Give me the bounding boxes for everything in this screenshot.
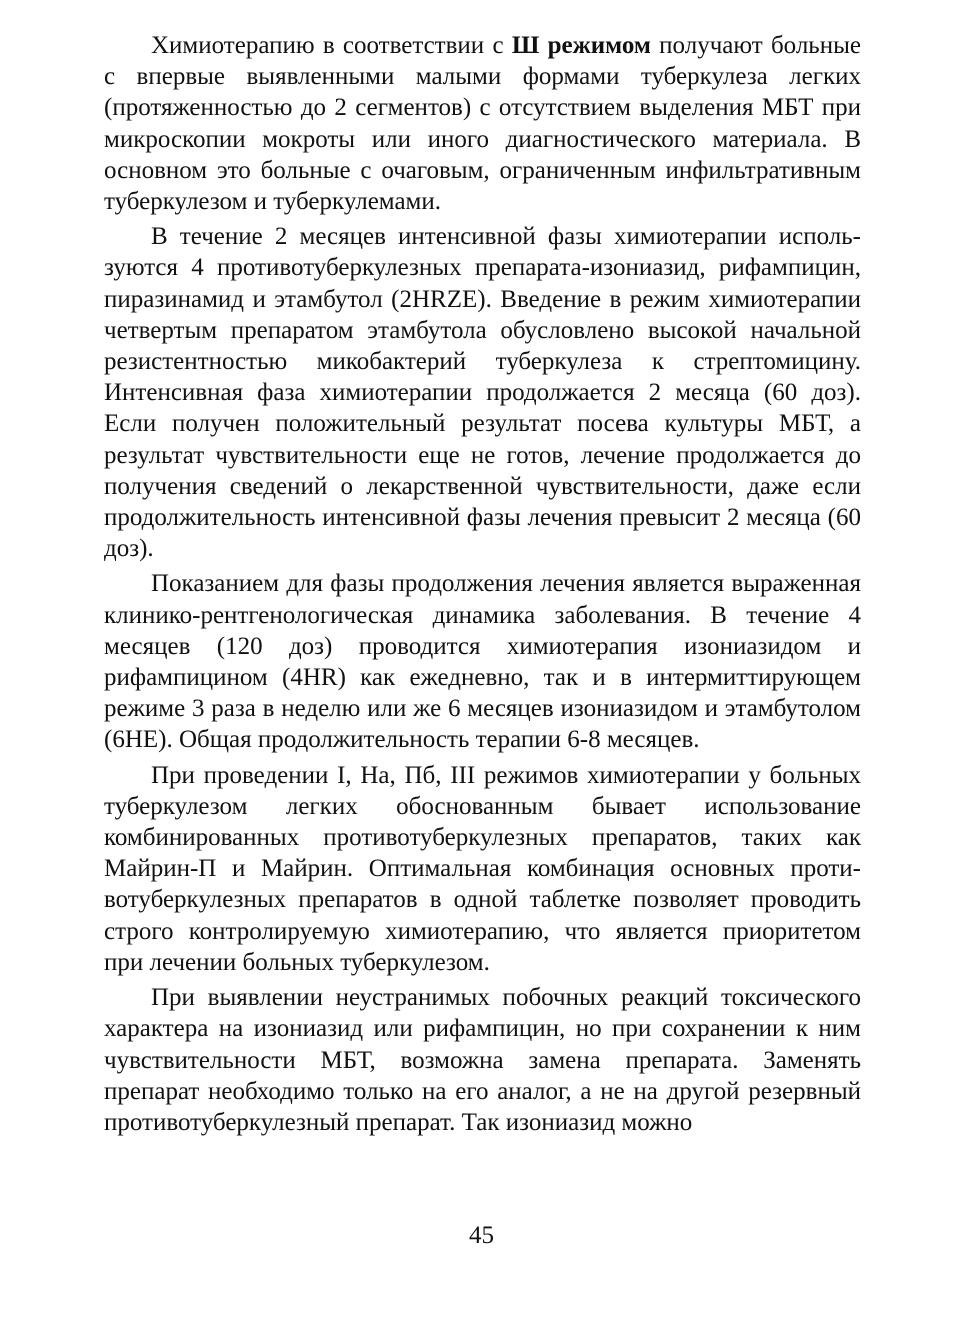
page-number: 45	[469, 1222, 494, 1249]
paragraph-side-effects: При выявлении неустранимых побочных реакций токсического характера на изониазид или рифампицин, но при сохранении к ним чувствительности МБТ, возможна замена препарата. Заменять препарат необходимо только на его аналог, а не на другой резервный противотуберкулезный препарат. Так изониазид можно	[104, 984, 861, 1136]
paragraph-intensive-phase: В течение 2 месяцев интенсивной фазы химиотерапии используются 4 противотуберкулезных препарата-изониазид, рифампицин, пиразинамид и этамбутол (2HRZE). Введение в режим химиотерапии четвертым препаратом этамбутола обусловлено высокой начальной резистентностью микобактерий туберкулеза к стрептомицину. Интенсивная фаза химиотерапии продолжается 2 месяца (60 доз). Если получен положительный результат посева культуры МБТ, а результат чувствительности еще не готов, лечение продолжается до получения сведений о лекарственной чувствительности, даже если продолжительность интенсивной фазы лечения превысит 2 месяца (60 доз).	[104, 223, 861, 563]
paragraph-regime-3	[104, 30, 861, 217]
document-page	[104, 30, 861, 1142]
paragraph-1-after: получают больные с впервые выявленными малыми формами туберкулеза легких (протяженностью до 2 сегментов) с отсутствием выделения МБТ при микроскопии мокроты или иного диагностического материала. В основном это больные с очаговым, ограниченным инфильтративным туберкулезом и туберкулемами.	[104, 32, 861, 216]
paragraph-1-bold-term: Ш режимом	[511, 32, 651, 59]
paragraph-1-before: Химиотерапию в соответствии с	[151, 32, 512, 59]
paragraph-continuation-phase: Показанием для фазы продолжения лечения является выраженная клинико-рентгенологическая динамика заболевания. В течение 4 месяцев (120 доз) проводится химиотерапия изониазидом и рифампицином (4HR) как ежедневно, так и в интермиттирующем режиме 3 раза в неделю или же 6 месяцев изониазидом и этамбутолом (6HE). Общая продолжительность терапии 6-8 месяцев.	[104, 570, 861, 754]
paragraph-combined-drugs: При проведении I, Ha, Пб, III режимов химиотерапии у больных туберкулезом легких обоснованным бывает использование комбинированных противотуберкулезных препаратов, таких как Майрин-П и Майрин. Оптимальная комбинация основных противотуберкулезных препаратов в одной таблетке позволяет проводить строго контролируемую химиотерапию, что является приоритетом при лечении больных туберкулезом.	[104, 761, 861, 976]
